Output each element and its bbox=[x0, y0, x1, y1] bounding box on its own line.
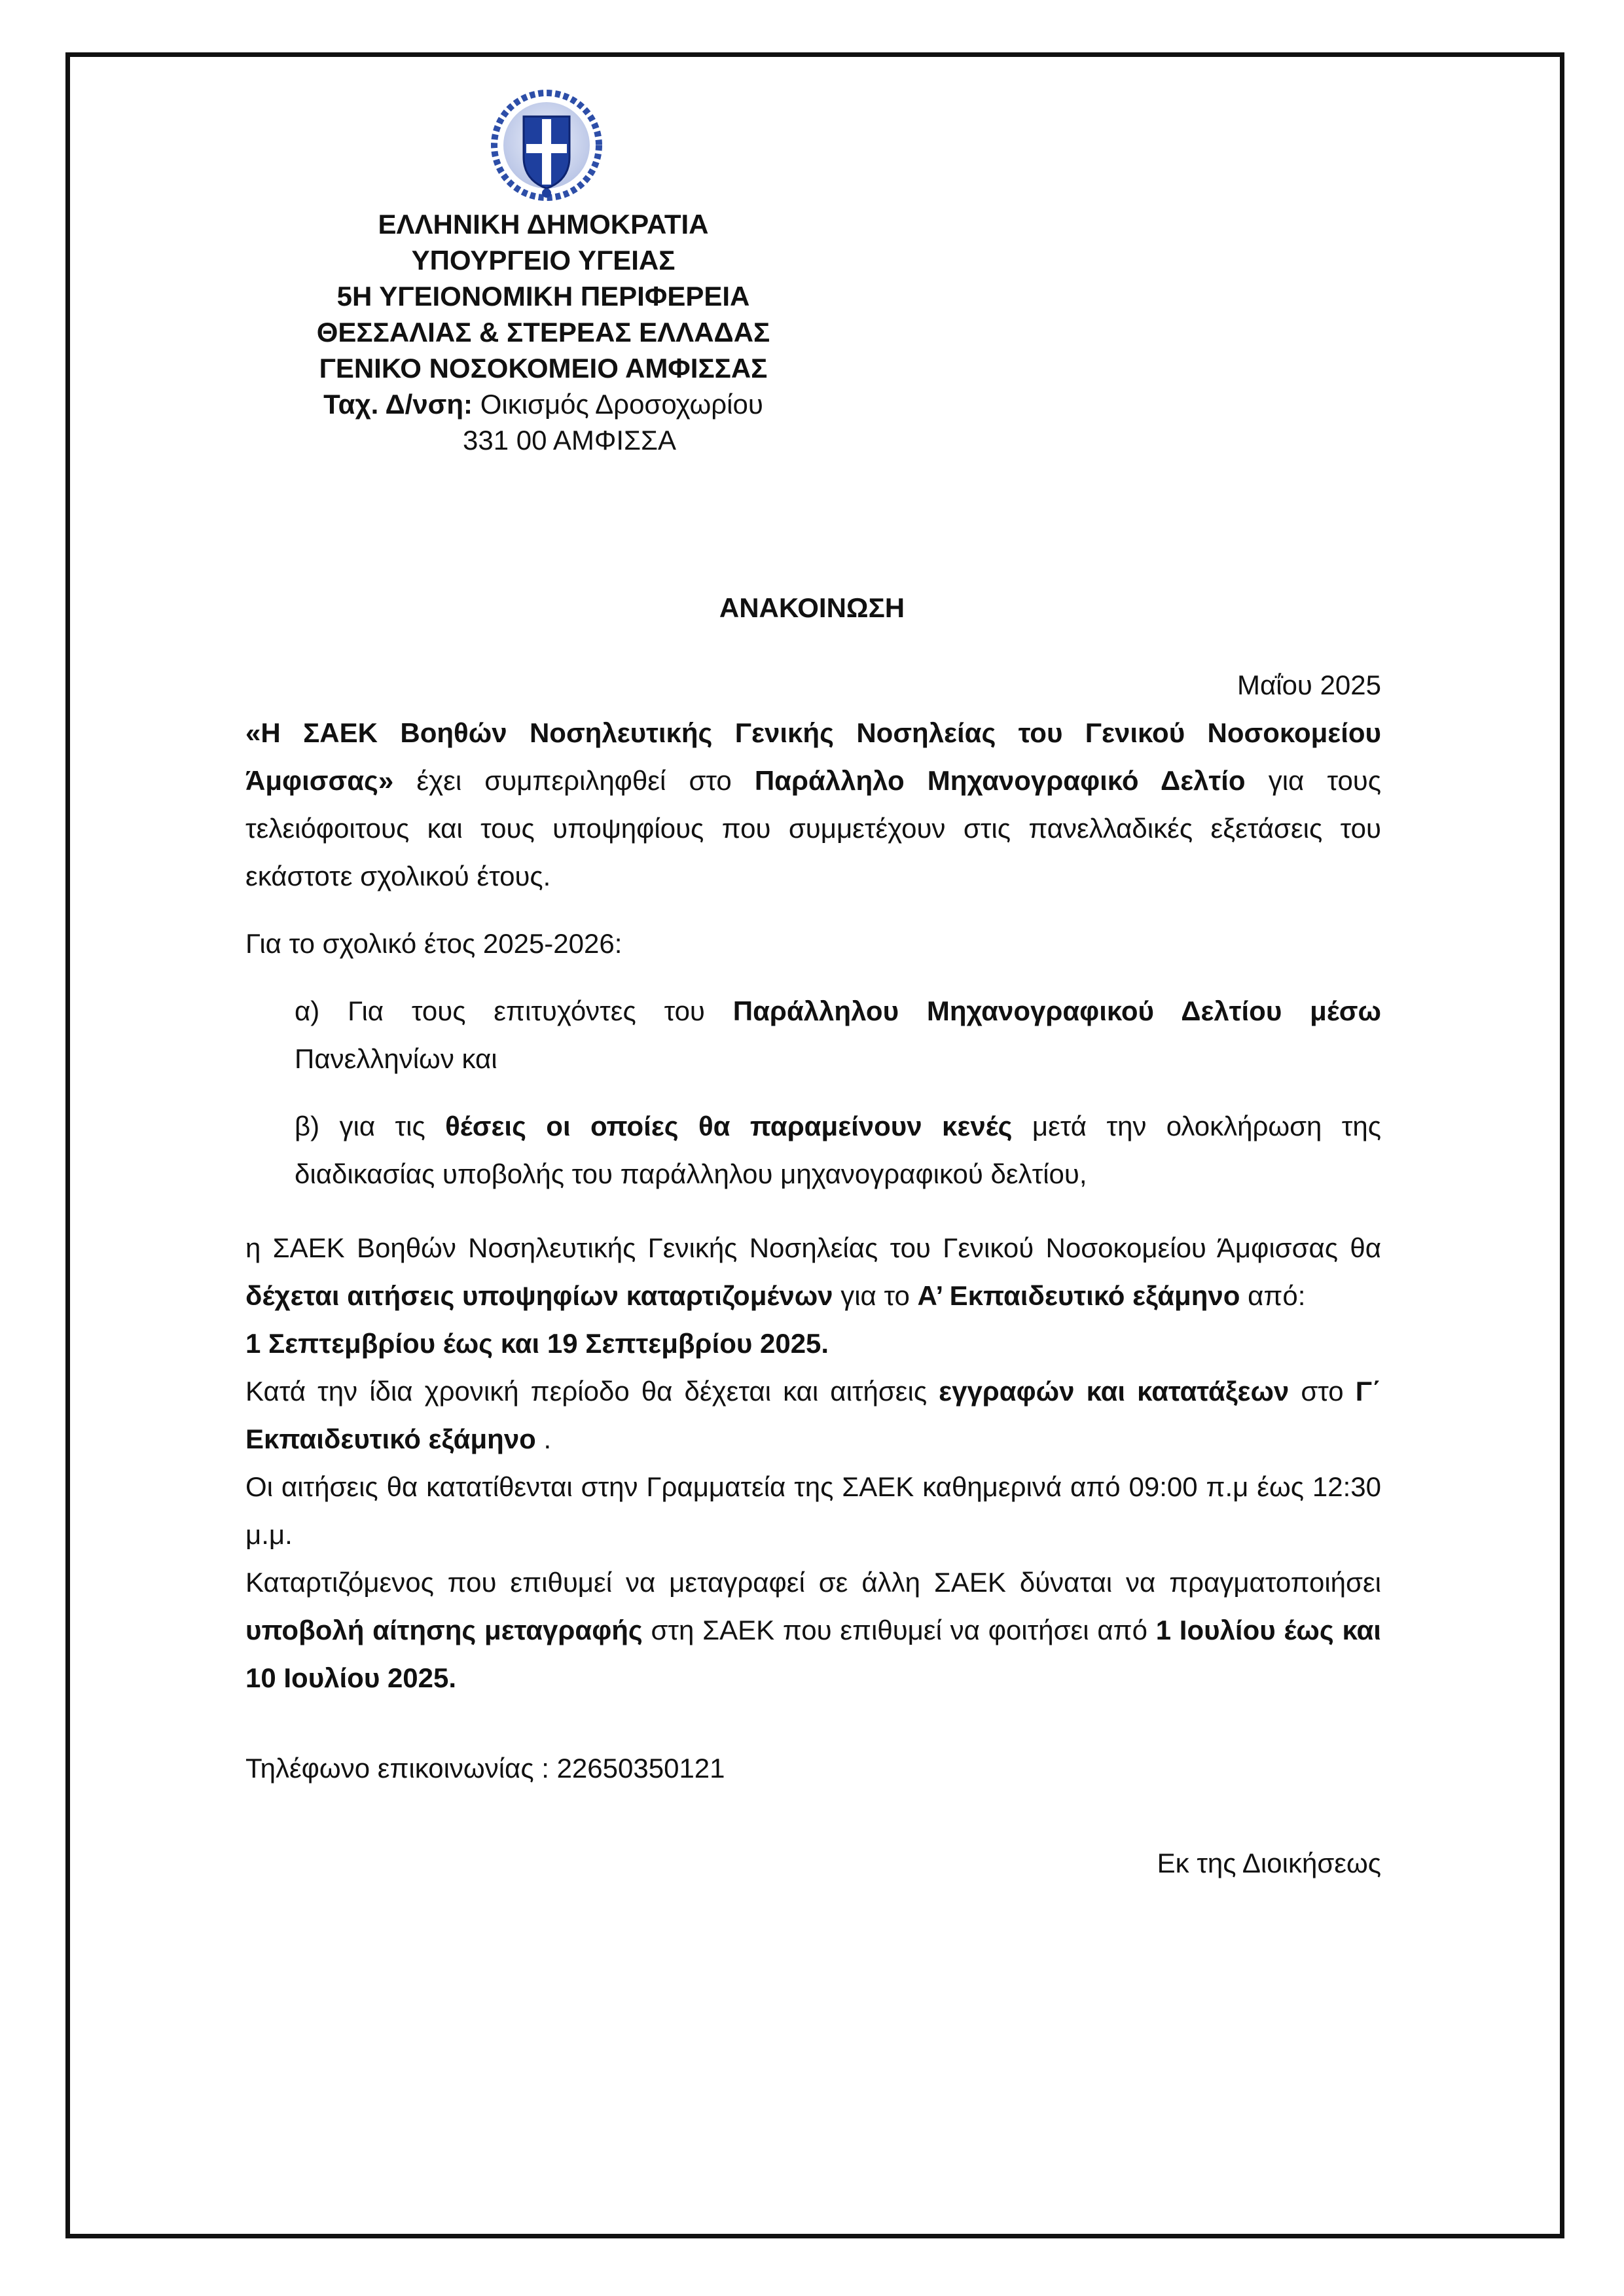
bold-text: Α’ Εκπαιδευτικό εξάμηνο bbox=[917, 1280, 1240, 1311]
text: β) για τις bbox=[295, 1111, 446, 1141]
address-label: Ταχ. Δ/νση: bbox=[323, 389, 473, 420]
bold-text: θέσεις οι οποίες θα παραμείνουν κενές bbox=[445, 1111, 1013, 1141]
signature: Εκ της Διοικήσεως bbox=[1157, 1848, 1381, 1878]
application-dates bbox=[245, 1319, 1381, 1367]
text: α) Για τους επιτυχόντες του bbox=[295, 996, 733, 1026]
text: για τους τελειόφοιτους και τους υποψηφίους που συμμετέχουν στις πανελλαδικές εξετάσεις του εκάστοτε σχολικού έτους. bbox=[245, 765, 1382, 891]
text: Καταρτιζόμενος που επιθυμεί να μεταγραφεί σε άλλη ΣΑΕΚ δύναται να πραγματοποιήσει bbox=[245, 1567, 1381, 1598]
header-line: ΥΠΟΥΡΓΕΙΟ ΥΓΕΙΑΣ bbox=[411, 245, 676, 276]
list-item-a bbox=[245, 987, 1381, 1083]
text: στο bbox=[1289, 1376, 1356, 1407]
header-line: ΕΛΛΗΝΙΚΗ ΔΗΜΟΚΡΑΤΙΑ bbox=[378, 209, 709, 240]
address-line bbox=[281, 386, 805, 422]
text: στη ΣΑΕΚ που επιθυμεί να φοιτήσει από bbox=[642, 1615, 1156, 1645]
document-body bbox=[245, 661, 1381, 1887]
bold-text: Παράλληλου Μηχανογραφικού Δελτίου μέσω bbox=[732, 996, 1381, 1026]
header-line: ΘΕΣΣΑΛΙΑΣ & ΣΤΕΡΕΑΣ ΕΛΛΑΔΑΣ bbox=[316, 317, 770, 348]
bold-text: «Η ΣΑΕΚ Βοηθών Νοσηλευτικής Γενικής Νοσηλείας του Γενικού Νοσοκομείου Άμφισσας» bbox=[245, 717, 1381, 796]
transfer-paragraph bbox=[245, 1558, 1381, 1702]
zip-city: 331 00 ΑΜΦΙΣΣΑ bbox=[463, 425, 676, 456]
bold-text: δέχεται αιτήσεις υποψηφίων καταρτιζομένων bbox=[245, 1280, 833, 1311]
text: από: bbox=[1240, 1280, 1306, 1311]
greek-coat-of-arms-icon bbox=[488, 85, 605, 203]
header-line: ΓΕΝΙΚΟ ΝΟΣΟΚΟΜΕΙΟ ΑΜΦΙΣΣΑΣ bbox=[319, 353, 768, 384]
bold-text: υποβολή αίτησης μεταγραφής bbox=[245, 1615, 643, 1645]
intro-paragraph bbox=[245, 709, 1381, 900]
address-value: Οικισμός Δροσοχωρίου bbox=[473, 389, 763, 420]
bold-text: Γ΄ Εκπαιδευτικό εξάμηνο bbox=[245, 1376, 1381, 1454]
document-title: ΑΝΑΚΟΙΝΩΣΗ bbox=[719, 592, 905, 623]
bold-text: 1 Ιουλίου έως και 10 Ιουλίου 2025. bbox=[245, 1615, 1381, 1693]
enrollment-paragraph bbox=[245, 1367, 1381, 1463]
document-date: Μαΐου 2025 bbox=[1236, 670, 1381, 700]
text: Κατά την ίδια χρονική περίοδο θα δέχεται και αιτήσεις bbox=[245, 1376, 939, 1407]
bold-text: Παράλληλο Μηχανογραφικό Δελτίο bbox=[754, 765, 1246, 796]
text: Πανελληνίων και bbox=[295, 1043, 497, 1074]
school-year-line: Για το σχολικό έτος 2025-2026: bbox=[245, 928, 623, 959]
header-line: 5Η ΥΓΕΙΟΝΟΜΙΚΗ ΠΕΡΙΦΕΡΕΙΑ bbox=[336, 281, 750, 312]
office-hours-paragraph: Οι αιτήσεις θα κατατίθενται στην Γραμματεία της ΣΑΕΚ καθημερινά από 09:00 π.μ έως 12:30 μ.μ. bbox=[245, 1471, 1381, 1550]
letterhead bbox=[281, 206, 805, 458]
text: έχει συμπεριληφθεί στο bbox=[393, 765, 755, 796]
applications-paragraph bbox=[245, 1224, 1381, 1319]
text: . bbox=[535, 1424, 552, 1454]
bold-text: 1 Σεπτεμβρίου έως και 19 Σεπτεμβρίου 2025. bbox=[245, 1328, 829, 1359]
bold-text: εγγραφών και κατατάξεων bbox=[939, 1376, 1290, 1407]
list-item-b bbox=[245, 1102, 1381, 1198]
contact-phone: Τηλέφωνο επικοινωνίας : 22650350121 bbox=[245, 1753, 725, 1784]
text: για το bbox=[833, 1280, 918, 1311]
text: η ΣΑΕΚ Βοηθών Νοσηλευτικής Γενικής Νοσηλείας του Γενικού Νοσοκομείου Άμφισσας θα bbox=[245, 1232, 1381, 1263]
text: μετά την ολοκλήρωση της διαδικασίας υποβολής του παράλληλου μηχανογραφικού δελτίου, bbox=[295, 1111, 1381, 1189]
